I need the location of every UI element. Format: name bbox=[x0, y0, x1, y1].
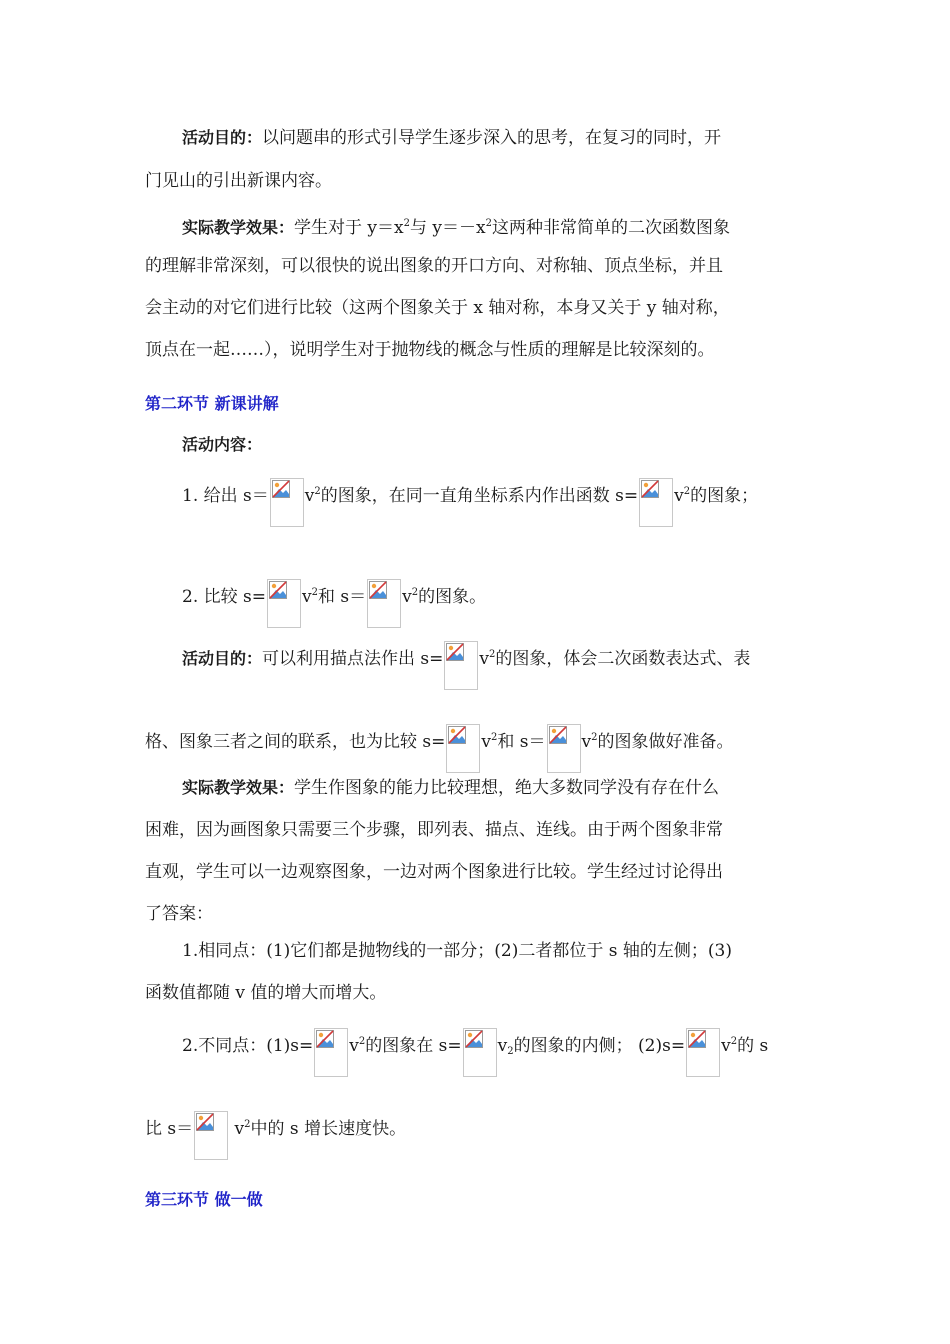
broken-image-icon bbox=[686, 1028, 720, 1077]
same-line-1: 1.相同点：(1)它们都是抛物线的一部分；(2)二者都位于 s 轴的左侧；(3) bbox=[182, 941, 732, 961]
purpose-line-1: 活动目的：以问题串的形式引导学生逐步深入的思考，在复习的同时，开 bbox=[182, 128, 722, 148]
section-heading-2: 第二环节 新课讲解 bbox=[145, 394, 279, 413]
broken-image-icon bbox=[194, 1111, 228, 1160]
broken-image-icon bbox=[270, 478, 304, 527]
broken-image-icon bbox=[463, 1028, 497, 1077]
broken-image-icon bbox=[547, 724, 581, 773]
effect-line-3: 会主动的对它们进行比较（这两个图象关于 x 轴对称，本身又关于 y 轴对称， bbox=[145, 298, 730, 318]
content-label: 活动内容： bbox=[182, 435, 263, 454]
effect2-label: 实际教学效果： bbox=[182, 778, 295, 797]
broken-image-icon bbox=[444, 641, 478, 690]
same-line-2: 函数值都随 v 值的增大而增大。 bbox=[145, 983, 387, 1003]
effect2-line-4: 了答案： bbox=[145, 904, 213, 924]
effect-line-4: 顶点在一起……），说明学生对于抛物线的概念与性质的理解是比较深刻的。 bbox=[145, 340, 715, 360]
effect2-line-2: 困难，因为画图象只需要三个步骤，即列表、描点、连线。由于两个图象非常 bbox=[145, 820, 723, 840]
purpose2-line-1: 活动目的：可以利用描点法作出 s= $v^2$的图象，体会二次函数表达式、表 bbox=[182, 643, 815, 692]
item-2: 2. 比较 s= $v^2$和 s＝ $v^2$的图象。 bbox=[182, 581, 815, 630]
effect2-line-3: 直观，学生可以一边观察图象，一边对两个图象进行比较。学生经过讨论得出 bbox=[145, 862, 723, 882]
broken-image-icon bbox=[446, 724, 480, 773]
effect2-line-1: 实际教学效果：学生作图象的能力比较理想，绝大多数同学没有存在什么 bbox=[182, 778, 720, 798]
broken-image-icon bbox=[314, 1028, 348, 1077]
broken-image-icon bbox=[639, 478, 673, 527]
purpose-line-2: 门见山的引出新课内容。 bbox=[145, 171, 332, 191]
broken-image-icon bbox=[367, 579, 401, 628]
diff-line-2: 比 s＝ $v^2$中的 s 增长速度快。 bbox=[145, 1113, 815, 1162]
effect-label: 实际教学效果： bbox=[182, 218, 295, 237]
broken-image-icon bbox=[267, 579, 301, 628]
content-label-line bbox=[182, 433, 815, 457]
purpose2-line-2: 格、图象三者之间的联系，也为比较 s= $v^2$和 s＝ $v^2$的图象做好准备。 bbox=[145, 726, 815, 775]
diff-line-1: 2.不同点：(1)s= $v^2$的图象在 s= $v_2$的图象的内侧； (2)s= $v^2$的 s bbox=[182, 1030, 815, 1079]
section-heading-3: 第三环节 做一做 bbox=[145, 1190, 263, 1209]
purpose2-label: 活动目的： bbox=[182, 649, 263, 668]
item-1: 1. 给出 s＝ $v^2$的图象，在同一直角坐标系内作出函数 s= $v^2$的图象； bbox=[182, 480, 815, 529]
effect-line-2: 的理解非常深刻，可以很快的说出图象的开口方向、对称轴、顶点坐标，并且 bbox=[145, 256, 723, 276]
purpose-label: 活动目的： bbox=[182, 128, 263, 147]
effect-line-1: 实际教学效果：学生对于 $y=x^2$与 $y=-x^2$这两种非常简单的二次函数图象 bbox=[182, 218, 730, 238]
